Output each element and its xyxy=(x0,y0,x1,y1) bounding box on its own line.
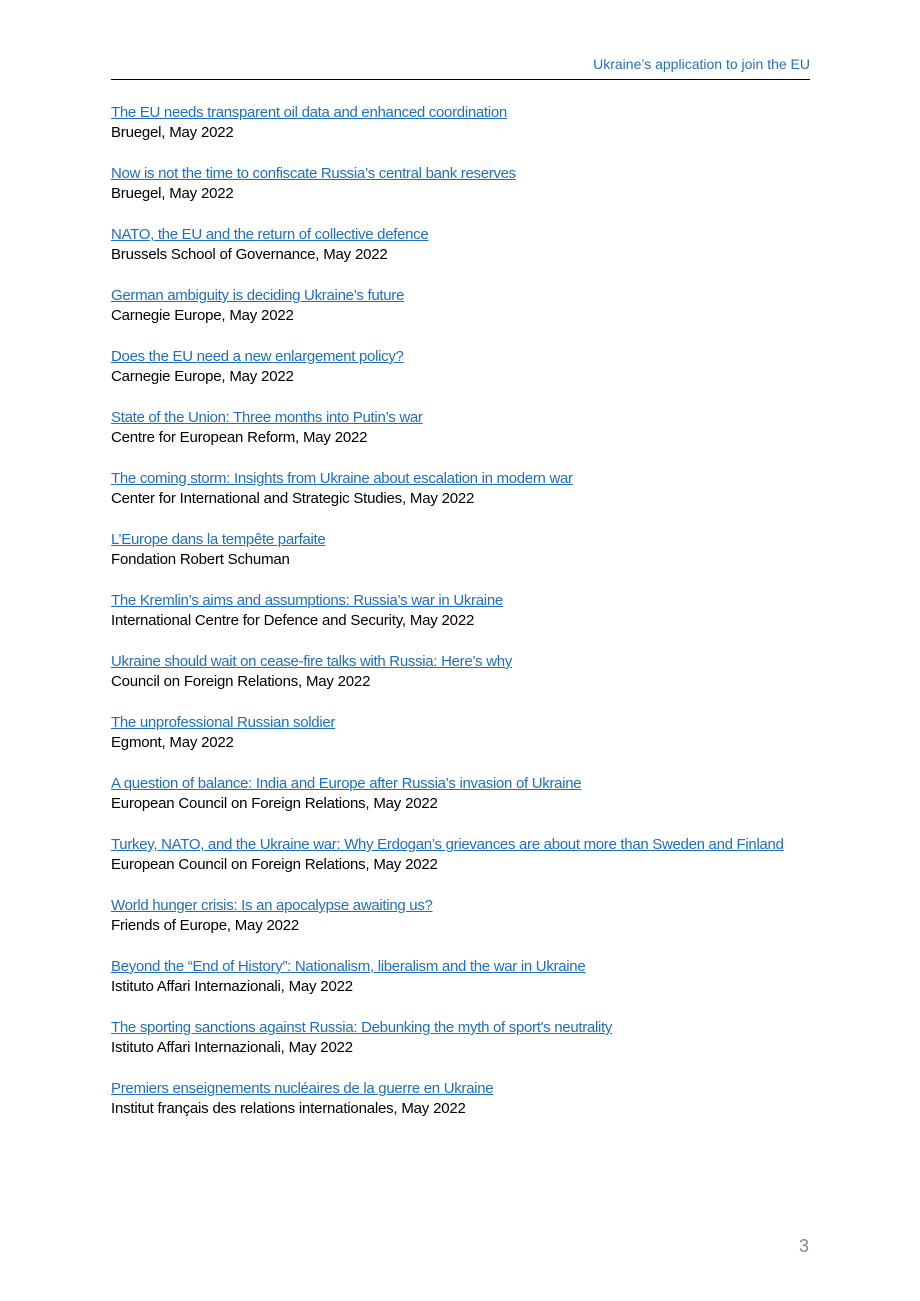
running-header: Ukraine’s application to join the EU xyxy=(593,56,810,72)
list-item xyxy=(111,164,811,205)
article-link[interactable]: The Kremlin’s aims and assumptions: Russia’s war in Ukraine xyxy=(111,592,503,609)
list-item xyxy=(111,591,811,632)
article-source: Center for International and Strategic Studies, May 2022 xyxy=(111,490,475,507)
article-link[interactable]: Beyond the “End of History”: Nationalism, liberalism and the war in Ukraine xyxy=(111,958,586,975)
article-source: Carnegie Europe, May 2022 xyxy=(111,368,294,385)
article-source: Fondation Robert Schuman xyxy=(111,551,290,568)
article-source: Bruegel, May 2022 xyxy=(111,185,234,202)
article-source: Institut français des relations internationales, May 2022 xyxy=(111,1100,466,1117)
article-link[interactable]: The coming storm: Insights from Ukraine about escalation in modern war xyxy=(111,470,573,487)
article-source: Carnegie Europe, May 2022 xyxy=(111,307,294,324)
article-source: Egmont, May 2022 xyxy=(111,734,234,751)
article-source: International Centre for Defence and Security, May 2022 xyxy=(111,612,475,629)
article-source: Istituto Affari Internazionali, May 2022 xyxy=(111,1039,353,1056)
article-link[interactable]: World hunger crisis: Is an apocalypse awaiting us? xyxy=(111,897,433,914)
article-source: Centre for European Reform, May 2022 xyxy=(111,429,368,446)
article-link[interactable]: Ukraine should wait on cease-fire talks with Russia: Here’s why xyxy=(111,653,512,670)
article-source: Bruegel, May 2022 xyxy=(111,124,234,141)
article-source: Istituto Affari Internazionali, May 2022 xyxy=(111,978,353,995)
article-link[interactable]: Does the EU need a new enlargement policy? xyxy=(111,348,404,365)
list-item xyxy=(111,408,811,449)
list-item xyxy=(111,469,811,510)
list-item xyxy=(111,713,811,754)
article-link[interactable]: A question of balance: India and Europe after Russia’s invasion of Ukraine xyxy=(111,775,582,792)
article-link[interactable]: NATO, the EU and the return of collective defence xyxy=(111,226,429,243)
list-item xyxy=(111,1079,811,1120)
list-item xyxy=(111,957,811,998)
list-item xyxy=(111,225,811,266)
list-item xyxy=(111,530,811,571)
article-source: Council on Foreign Relations, May 2022 xyxy=(111,673,371,690)
list-item xyxy=(111,347,811,388)
article-link[interactable]: Now is not the time to confiscate Russia’s central bank reserves xyxy=(111,165,516,182)
article-link[interactable]: L’Europe dans la tempête parfaite xyxy=(111,531,326,548)
page-number: 3 xyxy=(798,1236,809,1256)
list-item xyxy=(111,652,811,693)
article-link[interactable]: State of the Union: Three months into Putin’s war xyxy=(111,409,423,426)
list-item xyxy=(111,835,811,876)
article-link[interactable]: The EU needs transparent oil data and enhanced coordination xyxy=(111,104,507,121)
list-item xyxy=(111,1018,811,1059)
article-link[interactable]: Premiers enseignements nucléaires de la guerre en Ukraine xyxy=(111,1080,494,1097)
list-item xyxy=(111,286,811,327)
article-source: Brussels School of Governance, May 2022 xyxy=(111,246,388,263)
article-source: Friends of Europe, May 2022 xyxy=(111,917,300,934)
header-rule xyxy=(111,79,810,80)
article-link[interactable]: Turkey, NATO, and the Ukraine war: Why Erdogan’s grievances are about more than Sweden and Finland xyxy=(111,836,784,853)
article-source: European Council on Foreign Relations, May 2022 xyxy=(111,795,438,812)
article-source: European Council on Foreign Relations, May 2022 xyxy=(111,856,438,873)
list-item xyxy=(111,774,811,815)
article-link[interactable]: The sporting sanctions against Russia: Debunking the myth of sport's neutrality xyxy=(111,1019,613,1036)
article-link[interactable]: The unprofessional Russian soldier xyxy=(111,714,336,731)
article-link[interactable]: German ambiguity is deciding Ukraine’s future xyxy=(111,287,405,304)
reading-list xyxy=(111,103,811,1140)
list-item xyxy=(111,896,811,937)
list-item xyxy=(111,103,811,144)
